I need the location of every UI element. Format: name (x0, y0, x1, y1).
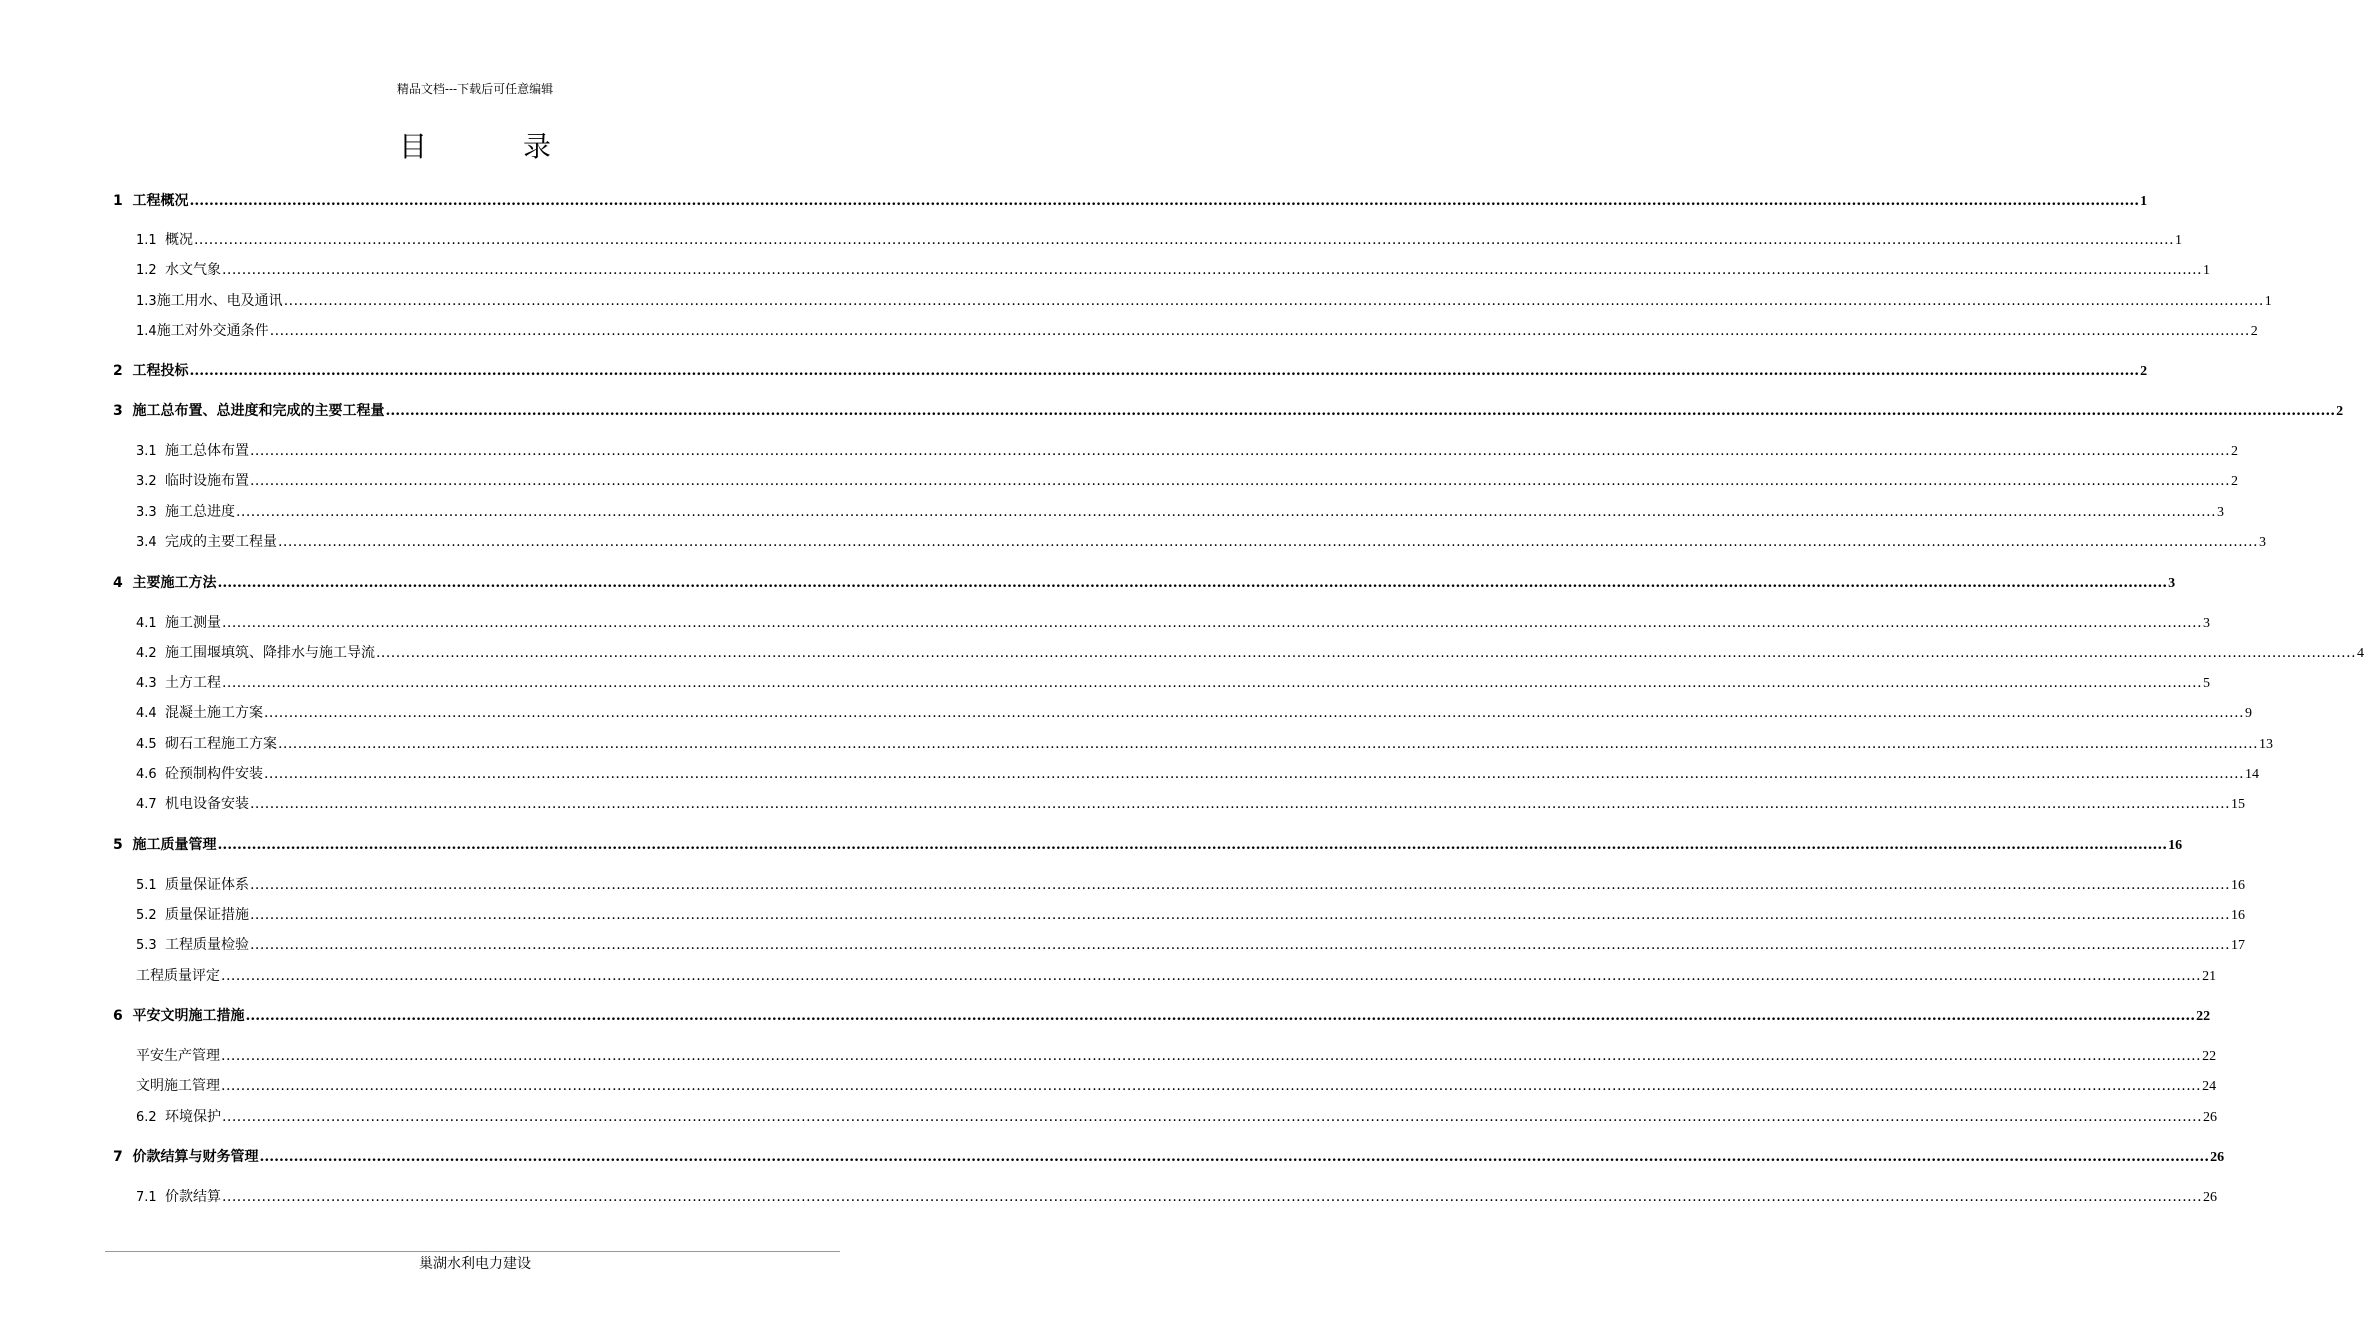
toc-entry-number: 5 (113, 837, 133, 853)
toc-entry-number: 1 (113, 193, 133, 209)
toc-entry-label: 平安生产管理 (136, 1048, 220, 1064)
toc-leader-dots: ................................................................................................................................................................................................................................................................................................................................................................................................................ (217, 837, 2168, 853)
toc-entry-label: 主要施工方法 (132, 575, 217, 591)
toc-entry-number: 7.1 (136, 1190, 165, 1205)
toc-entry-label: 施工总体布置 (164, 443, 249, 459)
toc-entry-number: 5.1 (136, 878, 165, 893)
toc-entry-number: 4.5 (136, 737, 165, 752)
toc-section-entry[interactable] (0, 1186, 2218, 1208)
toc-section-entry[interactable] (0, 1075, 2217, 1097)
toc-entry-label: 价款结算 (164, 1189, 221, 1205)
toc-entry-number: 4 (113, 575, 133, 591)
toc-entry-label: 临时设施布置 (164, 473, 249, 489)
toc-entry-label: 工程概况 (132, 193, 189, 209)
toc-page-number: 26 (2210, 1150, 2225, 1165)
toc-section-entry[interactable] (0, 702, 2253, 724)
toc-entry-number: 6.2 (136, 1110, 165, 1125)
toc-entry-number: 3 (113, 403, 133, 419)
page-header: 精品文档---下载后可任意编辑 (396, 82, 554, 96)
toc-section-entry[interactable] (0, 259, 2211, 281)
toc-entry-number: 1.3 (136, 294, 157, 309)
toc-entry-number: 5.2 (136, 908, 165, 923)
toc-leader-dots: ................................................................................................................................................................................................................................................................................................................................................................................................................ (259, 1149, 2210, 1165)
toc-entry-number: 6 (113, 1008, 133, 1024)
toc-section-entry[interactable] (0, 1106, 2218, 1128)
toc-section-entry[interactable] (0, 229, 2183, 251)
toc-leader-dots: ................................................................................................................................................................................................................................................................................................................................................................................................................ (375, 645, 2357, 661)
toc-leader-dots: ................................................................................................................................................................................................................................................................................................................................................................................................................ (221, 968, 2202, 984)
toc-page-number: 24 (2202, 1079, 2217, 1094)
toc-page-number: 2 (2250, 324, 2258, 339)
toc-entry-number: 4.4 (136, 706, 165, 721)
page-footer: 巢湖水利电力建设 (419, 1256, 531, 1272)
toc-entry-label: 施工对外交通条件 (156, 323, 269, 339)
toc-section-entry[interactable] (0, 470, 2239, 492)
toc-section-entry[interactable] (0, 763, 2260, 785)
toc-chapter-entry[interactable] (0, 400, 2344, 422)
toc-entry-label: 概况 (164, 232, 193, 248)
toc-leader-dots: ................................................................................................................................................................................................................................................................................................................................................................................................................ (263, 766, 2245, 782)
toc-leader-dots: ................................................................................................................................................................................................................................................................................................................................................................................................................ (221, 1078, 2202, 1094)
toc-section-entry[interactable] (0, 1045, 2217, 1067)
toc-entry-number: 3.4 (136, 535, 165, 550)
toc-section-entry[interactable] (0, 874, 2246, 896)
toc-leader-dots: ................................................................................................................................................................................................................................................................................................................................................................................................................ (221, 1189, 2203, 1205)
toc-leader-dots: ................................................................................................................................................................................................................................................................................................................................................................................................................ (221, 1109, 2203, 1125)
toc-leader-dots: ................................................................................................................................................................................................................................................................................................................................................................................................................ (283, 293, 2264, 309)
toc-chapter-entry[interactable] (0, 190, 2148, 212)
toc-entry-number: 3.2 (136, 474, 165, 489)
toc-entry-number: 3.1 (136, 444, 165, 459)
toc-entry-label: 质量保证体系 (164, 877, 249, 893)
toc-leader-dots: ................................................................................................................................................................................................................................................................................................................................................................................................................ (221, 1048, 2202, 1064)
toc-entry-label: 平安文明施工措施 (132, 1008, 245, 1024)
toc-section-entry[interactable] (0, 320, 2258, 342)
toc-entry-label: 混凝土施工方案 (164, 705, 263, 721)
toc-section-entry[interactable] (0, 672, 2211, 694)
toc-page-number: 3 (2168, 576, 2176, 591)
toc-leader-dots: ................................................................................................................................................................................................................................................................................................................................................................................................................ (221, 262, 2203, 278)
toc-entry-label: 施工用水、电及通讯 (156, 293, 283, 309)
toc-entry-label: 砼预制构件安装 (164, 766, 263, 782)
toc-page-number: 2 (2336, 404, 2344, 419)
page-title: 目 录 (398, 130, 585, 163)
toc-page-number: 9 (2245, 706, 2253, 721)
toc-leader-dots: ................................................................................................................................................................................................................................................................................................................................................................................................................ (249, 877, 2231, 893)
toc-entry-label: 文明施工管理 (136, 1078, 220, 1094)
toc-entry-number: 1.4 (136, 324, 157, 339)
toc-leader-dots: ................................................................................................................................................................................................................................................................................................................................................................................................................ (269, 323, 2250, 339)
toc-leader-dots: ................................................................................................................................................................................................................................................................................................................................................................................................................ (249, 937, 2231, 953)
toc-page-number: 2 (2231, 474, 2239, 489)
toc-leader-dots: ................................................................................................................................................................................................................................................................................................................................................................................................................ (221, 615, 2203, 631)
toc-leader-dots: ................................................................................................................................................................................................................................................................................................................................................................................................................ (263, 705, 2245, 721)
toc-entry-label: 施工质量管理 (132, 837, 217, 853)
toc-leader-dots: ................................................................................................................................................................................................................................................................................................................................................................................................................ (249, 473, 2231, 489)
toc-section-entry[interactable] (0, 733, 2274, 755)
toc-entry-label: 价款结算与财务管理 (132, 1149, 259, 1165)
toc-page-number: 3 (2259, 535, 2267, 550)
toc-page-number: 2 (2231, 444, 2239, 459)
toc-page-number: 17 (2231, 938, 2246, 953)
toc-leader-dots: ................................................................................................................................................................................................................................................................................................................................................................................................................ (193, 232, 2175, 248)
toc-section-entry[interactable] (0, 642, 2364, 664)
toc-entry-number: 4.2 (136, 646, 165, 661)
toc-leader-dots: ................................................................................................................................................................................................................................................................................................................................................................................................................ (235, 504, 2217, 520)
toc-entry-label: 工程质量检验 (164, 937, 249, 953)
toc-page-number: 1 (2264, 294, 2272, 309)
toc-page-number: 21 (2202, 969, 2217, 984)
toc-page-number: 14 (2245, 767, 2260, 782)
toc-leader-dots: ................................................................................................................................................................................................................................................................................................................................................................................................................ (249, 796, 2231, 812)
toc-page-number: 26 (2203, 1190, 2218, 1205)
toc-page-number: 1 (2175, 233, 2183, 248)
toc-entry-number: 1.2 (136, 263, 165, 278)
toc-chapter-entry[interactable] (0, 572, 2176, 594)
toc-entry-number: 4.3 (136, 676, 165, 691)
toc-page-number: 2 (2140, 364, 2148, 379)
toc-leader-dots: ................................................................................................................................................................................................................................................................................................................................................................................................................ (221, 675, 2203, 691)
toc-entry-label: 工程投标 (132, 363, 189, 379)
toc-leader-dots: ................................................................................................................................................................................................................................................................................................................................................................................................................ (245, 1008, 2196, 1024)
toc-leader-dots: ................................................................................................................................................................................................................................................................................................................................................................................................................ (249, 443, 2231, 459)
toc-page-number: 1 (2140, 194, 2148, 209)
toc-section-entry[interactable] (0, 612, 2211, 634)
toc-leader-dots: ................................................................................................................................................................................................................................................................................................................................................................................................................ (217, 575, 2168, 591)
toc-entry-number: 4.6 (136, 767, 165, 782)
toc-entry-label: 施工总布置、总进度和完成的主要工程量 (132, 403, 385, 419)
toc-entry-label: 水文气象 (164, 262, 221, 278)
toc-page-number: 5 (2203, 676, 2211, 691)
toc-section-entry[interactable] (0, 501, 2225, 523)
toc-leader-dots: ................................................................................................................................................................................................................................................................................................................................................................................................................ (189, 193, 2140, 209)
toc-leader-dots: ................................................................................................................................................................................................................................................................................................................................................................................................................ (189, 363, 2140, 379)
toc-chapter-entry[interactable] (0, 1146, 2225, 1168)
toc-page-number: 4 (2357, 646, 2364, 661)
toc-entry-label: 砌石工程施工方案 (164, 736, 277, 752)
toc-page-number: 15 (2231, 797, 2246, 812)
toc-chapter-entry[interactable] (0, 834, 2183, 856)
toc-entry-label: 土方工程 (164, 675, 221, 691)
toc-entry-label: 完成的主要工程量 (164, 534, 277, 550)
toc-entry-label: 环境保护 (164, 1109, 221, 1125)
toc-leader-dots: ................................................................................................................................................................................................................................................................................................................................................................................................................ (277, 736, 2259, 752)
toc-page-number: 22 (2202, 1049, 2217, 1064)
toc-entry-label: 施工围堰填筑、降排水与施工导流 (164, 645, 375, 661)
toc-chapter-entry[interactable] (0, 1005, 2211, 1027)
toc-entry-label: 质量保证措施 (164, 907, 249, 923)
toc-page-number: 13 (2259, 737, 2274, 752)
toc-entry-number: 2 (113, 363, 133, 379)
toc-page-number: 3 (2217, 505, 2225, 520)
toc-page-number: 16 (2231, 908, 2246, 923)
toc-page-number: 3 (2203, 616, 2211, 631)
toc-section-entry[interactable] (0, 934, 2246, 956)
toc-section-entry[interactable] (0, 440, 2239, 462)
toc-page-number: 26 (2203, 1110, 2218, 1125)
toc-section-entry[interactable] (0, 904, 2246, 926)
toc-entry-number: 7 (113, 1149, 133, 1165)
footer-divider (105, 1251, 840, 1252)
toc-leader-dots: ................................................................................................................................................................................................................................................................................................................................................................................................................ (385, 403, 2336, 419)
toc-entry-number: 5.3 (136, 938, 165, 953)
toc-leader-dots: ................................................................................................................................................................................................................................................................................................................................................................................................................ (277, 534, 2259, 550)
toc-section-entry[interactable] (0, 793, 2246, 815)
toc-section-entry[interactable] (0, 290, 2272, 312)
toc-entry-number: 3.3 (136, 505, 165, 520)
toc-section-entry[interactable] (0, 965, 2217, 987)
toc-page-number: 22 (2196, 1009, 2211, 1024)
toc-entry-label: 工程质量评定 (136, 968, 220, 984)
toc-page-number: 16 (2168, 838, 2183, 853)
toc-leader-dots: ................................................................................................................................................................................................................................................................................................................................................................................................................ (249, 907, 2231, 923)
toc-entry-label: 施工测量 (164, 615, 221, 631)
toc-entry-label: 机电设备安装 (164, 796, 249, 812)
toc-entry-number: 4.1 (136, 616, 165, 631)
toc-page-number: 16 (2231, 878, 2246, 893)
toc-section-entry[interactable] (0, 531, 2267, 553)
toc-page-number: 1 (2203, 263, 2211, 278)
toc-entry-label: 施工总进度 (164, 504, 235, 520)
toc-entry-number: 1.1 (136, 233, 165, 248)
toc-entry-number: 4.7 (136, 797, 165, 812)
toc-chapter-entry[interactable] (0, 360, 2148, 382)
